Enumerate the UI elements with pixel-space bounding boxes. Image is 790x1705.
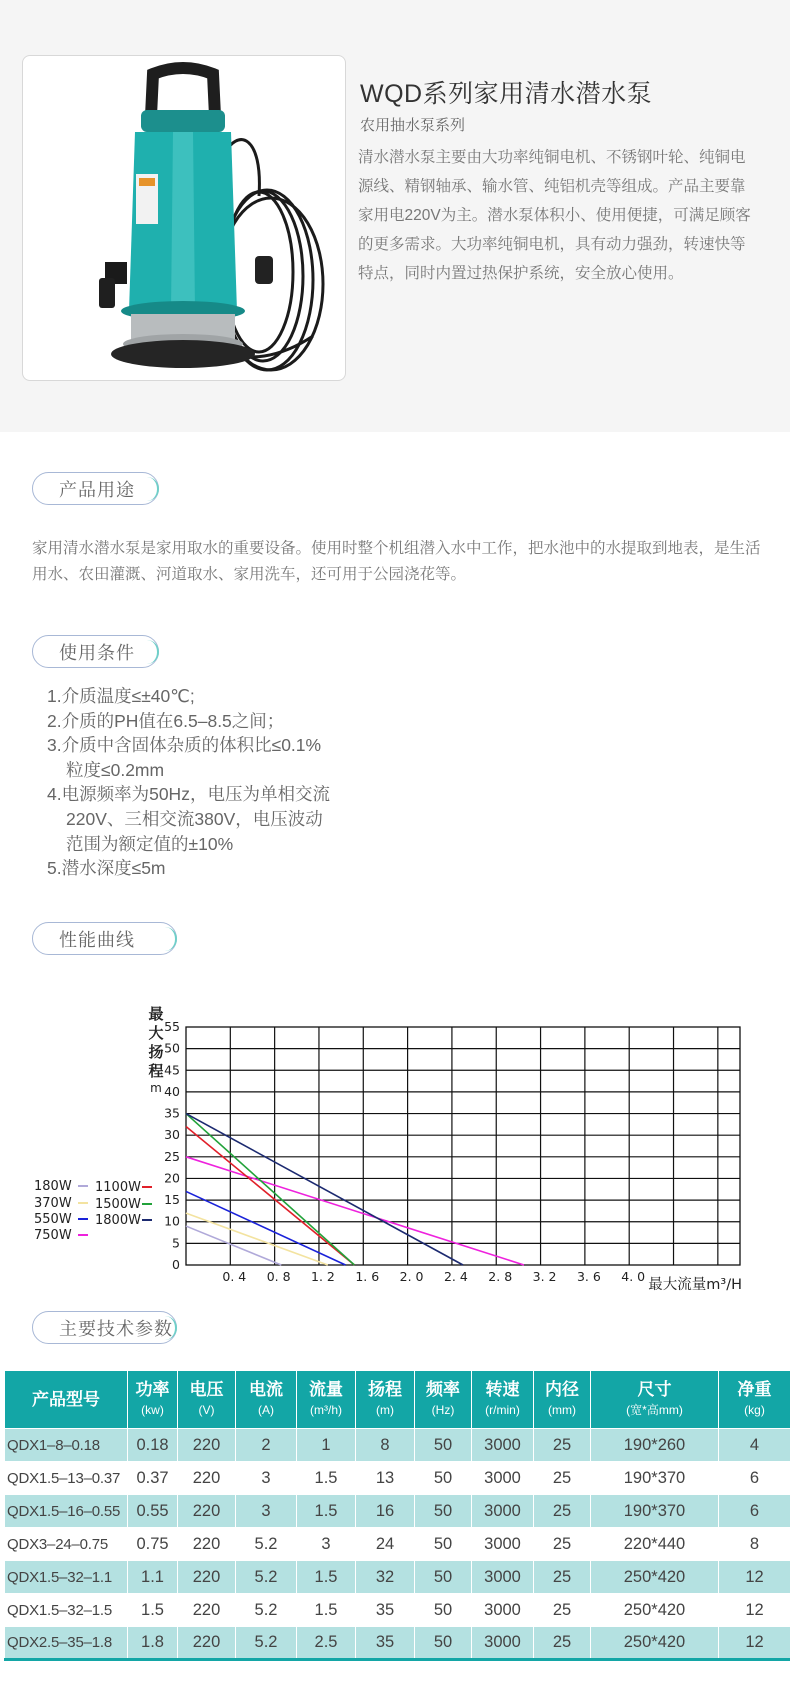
- table-cell: 220: [178, 1495, 236, 1528]
- table-cell: 3000: [472, 1627, 534, 1660]
- conditions-list: [47, 684, 330, 881]
- y-tick-label: 15: [164, 1192, 180, 1208]
- table-row: [5, 1462, 790, 1495]
- x-tick-label: 2. 8: [488, 1269, 513, 1284]
- table-row: [5, 1594, 790, 1627]
- y-axis-label-2: 大: [148, 1024, 164, 1042]
- x-tick-label: 1. 6: [355, 1269, 380, 1284]
- legend-label: 1500W: [95, 1197, 141, 1212]
- x-tick-label: 4. 0: [621, 1269, 646, 1284]
- table-cell: 25: [534, 1462, 591, 1495]
- table-cell: 3: [236, 1462, 297, 1495]
- table-header-cell: 尺寸 (宽*高mm): [591, 1371, 719, 1429]
- condition-item: 5.潜水深度≤5m: [47, 858, 166, 879]
- legend-label: 1100W: [95, 1180, 141, 1195]
- table-cell: 3: [236, 1495, 297, 1528]
- series-line-750W: [186, 1157, 524, 1265]
- y-tick-label: 50: [164, 1040, 180, 1056]
- table-cell: 1.5: [128, 1594, 178, 1627]
- x-tick-label: 1. 2: [311, 1269, 335, 1284]
- table-cell: 3000: [472, 1594, 534, 1627]
- series-line-550W: [186, 1191, 346, 1265]
- table-cell: 190*260: [591, 1429, 719, 1462]
- table-cell: 12: [719, 1594, 790, 1627]
- condition-item: 220V、三相交流380V，电压波动: [66, 808, 323, 829]
- x-tick-label: 0. 8: [266, 1269, 291, 1284]
- table-cell: 13: [356, 1462, 415, 1495]
- table-cell: 12: [719, 1561, 790, 1594]
- condition-item: 2.介质的PH值在6.5–8.5之间；: [47, 710, 285, 731]
- condition-item: 3.介质中含固体杂质的体积比≤0.1%: [47, 735, 322, 756]
- table-cell: 35: [356, 1627, 415, 1660]
- chart-series: [186, 1114, 524, 1265]
- table-header-cell: 流量 (m³/h): [297, 1371, 356, 1429]
- table-cell: 3000: [472, 1462, 534, 1495]
- table-cell: 50: [415, 1429, 472, 1462]
- table-cell: 3000: [472, 1561, 534, 1594]
- section-title-params: 主要技术参数: [32, 1311, 177, 1344]
- legend-label: 370W: [34, 1196, 72, 1211]
- table-cell: 250*420: [591, 1627, 719, 1660]
- y-tick-label: 5: [172, 1235, 180, 1251]
- section-title-conditions: 使用条件: [32, 635, 159, 668]
- y-tick-label: 20: [164, 1170, 180, 1186]
- table-cell: 25: [534, 1594, 591, 1627]
- table-cell: 220: [178, 1429, 236, 1462]
- table-cell: 12: [719, 1627, 790, 1660]
- table-cell: 6: [719, 1495, 790, 1528]
- model-cell: QDX1.5–32–1.5: [5, 1594, 128, 1627]
- chart-legend: [34, 1179, 152, 1243]
- table-cell: 6: [719, 1462, 790, 1495]
- table-header-cell: 电流 (A): [236, 1371, 297, 1429]
- product-description: 清水潜水泵主要由大功率纯铜电机、不锈钢叶轮、纯铜电源线、精钢轴承、输水管、纯铝机壳等组成。产品主要靠家用电220V为主。潜水泵体积小、使用便捷，可满足顾客的更多需求。大功率纯铜电机，具有动力强劲，转速快等特点，同时内置过热保护系统，安全放心使用。: [358, 149, 751, 282]
- x-tick-label: 0. 4: [222, 1269, 247, 1284]
- y-tick-label: 45: [164, 1062, 180, 1078]
- table-cell: 25: [534, 1627, 591, 1660]
- table-cell: 2: [236, 1429, 297, 1462]
- table-cell: 0.18: [128, 1429, 178, 1462]
- table-cell: 220: [178, 1594, 236, 1627]
- table-cell: 25: [534, 1528, 591, 1561]
- table-cell: 3000: [472, 1429, 534, 1462]
- table-cell: 1.5: [297, 1594, 356, 1627]
- product-photo: [22, 55, 346, 381]
- table-cell: 32: [356, 1561, 415, 1594]
- table-cell: 50: [415, 1627, 472, 1660]
- table-header-cell: 功率 (kw): [128, 1371, 178, 1429]
- table-header-cell: 扬程 (m): [356, 1371, 415, 1429]
- legend-label: 750W: [34, 1228, 72, 1243]
- table-cell: 1.5: [297, 1495, 356, 1528]
- model-cell: QDX2.5–35–1.8: [5, 1627, 128, 1660]
- table-row: [5, 1495, 790, 1528]
- model-cell: QDX1.5–32–1.1: [5, 1561, 128, 1594]
- table-cell: 190*370: [591, 1495, 719, 1528]
- y-axis-label-unit: m: [150, 1081, 162, 1095]
- table-header-row: [5, 1371, 790, 1429]
- table-cell: 25: [534, 1495, 591, 1528]
- x-tick-label: 3. 6: [576, 1269, 601, 1284]
- table-cell: 1: [297, 1429, 356, 1462]
- x-tick-label: 2. 4: [443, 1269, 468, 1284]
- table-cell: 3000: [472, 1528, 534, 1561]
- table-cell: 8: [356, 1429, 415, 1462]
- table-cell: 16: [356, 1495, 415, 1528]
- table-cell: 50: [415, 1561, 472, 1594]
- table-header-cell: 频率 (Hz): [415, 1371, 472, 1429]
- table-cell: 2.5: [297, 1627, 356, 1660]
- condition-item: 粒度≤0.2mm: [66, 759, 165, 780]
- table-row: [5, 1561, 790, 1594]
- table-cell: 50: [415, 1495, 472, 1528]
- table-cell: 3000: [472, 1495, 534, 1528]
- table-cell: 1.5: [297, 1561, 356, 1594]
- chart-y-ticks: [164, 1019, 180, 1272]
- model-cell: QDX3–24–0.75: [5, 1528, 128, 1561]
- table-header-cell: 转速 (r/min): [472, 1371, 534, 1429]
- table-cell: 0.55: [128, 1495, 178, 1528]
- table-cell: 190*370: [591, 1462, 719, 1495]
- y-tick-label: 30: [164, 1127, 180, 1143]
- table-row: [5, 1627, 790, 1660]
- y-tick-label: 25: [164, 1148, 180, 1164]
- condition-item: 范围为额定值的±10%: [66, 833, 234, 854]
- model-cell: QDX1.5–16–0.55: [5, 1495, 128, 1528]
- table-cell: 25: [534, 1561, 591, 1594]
- table-header-cell: 电压 (V): [178, 1371, 236, 1429]
- spec-table: [4, 1370, 790, 1661]
- table-cell: 5.2: [236, 1627, 297, 1660]
- table-cell: 5.2: [236, 1528, 297, 1561]
- legend-label: 550W: [34, 1212, 72, 1227]
- product-header: [0, 0, 790, 432]
- model-cell: QDX1.5–13–0.37: [5, 1462, 128, 1495]
- product-title: WQD系列家用清水潜水泵: [360, 80, 653, 108]
- table-cell: 50: [415, 1594, 472, 1627]
- table-cell: 8: [719, 1528, 790, 1561]
- model-cell: QDX1–8–0.18: [5, 1429, 128, 1462]
- condition-item: 4.电源频率为50Hz，电压为单相交流: [47, 784, 330, 805]
- series-line-370W: [186, 1213, 328, 1265]
- y-tick-label: 55: [164, 1019, 180, 1034]
- table-cell: 4: [719, 1429, 790, 1462]
- table-cell: 5.2: [236, 1561, 297, 1594]
- x-tick-label: 2. 0: [399, 1269, 424, 1284]
- table-cell: 25: [534, 1429, 591, 1462]
- section-title-curve: 性能曲线: [32, 922, 177, 955]
- table-cell: 1.8: [128, 1627, 178, 1660]
- pump-illustration: [23, 56, 346, 381]
- table-cell: 0.75: [128, 1528, 178, 1561]
- legend-label: 1800W: [95, 1213, 141, 1228]
- y-tick-label: 40: [164, 1083, 180, 1099]
- chart-x-ticks: [222, 1269, 645, 1284]
- y-axis-label-3: 扬: [148, 1043, 164, 1061]
- x-tick-label: 3. 2: [532, 1269, 557, 1284]
- table-cell: 1.1: [128, 1561, 178, 1594]
- table-row: [5, 1429, 790, 1462]
- y-axis-label-1: 最: [148, 1005, 164, 1023]
- table-cell: 35: [356, 1594, 415, 1627]
- table-cell: 220: [178, 1462, 236, 1495]
- table-row: [5, 1528, 790, 1561]
- y-axis-label-4: 程: [148, 1062, 164, 1080]
- section-title-usage: 产品用途: [32, 472, 159, 505]
- table-cell: 0.37: [128, 1462, 178, 1495]
- table-cell: 220: [178, 1561, 236, 1594]
- y-tick-label: 35: [164, 1105, 180, 1121]
- table-cell: 24: [356, 1528, 415, 1561]
- legend-label: 180W: [34, 1179, 72, 1194]
- usage-text: 家用清水潜水泵是家用取水的重要设备。使用时整个机组潜入水中工作，把水池中的水提取到地表，是生活用水、农田灌溉、河道取水、家用洗车，还可用于公园浇花等。: [32, 540, 761, 583]
- table-cell: 220: [178, 1627, 236, 1660]
- table-cell: 50: [415, 1462, 472, 1495]
- series-line-180W: [186, 1226, 281, 1265]
- condition-item: 1.介质温度≤±40℃;: [47, 686, 195, 706]
- series-line-1500W: [186, 1114, 354, 1265]
- table-cell: 3: [297, 1528, 356, 1561]
- product-subtitle: 农用抽水泵系列: [360, 117, 466, 134]
- performance-chart: [0, 1000, 790, 1310]
- table-cell: 250*420: [591, 1561, 719, 1594]
- table-cell: 220: [178, 1528, 236, 1561]
- table-cell: 50: [415, 1528, 472, 1561]
- table-header-cell: 净重 (kg): [719, 1371, 790, 1429]
- table-cell: 1.5: [297, 1462, 356, 1495]
- x-axis-label: 最大流量m³/H: [648, 1277, 742, 1293]
- table-header-cell: 内径 (mm): [534, 1371, 591, 1429]
- table-cell: 5.2: [236, 1594, 297, 1627]
- table-cell: 250*420: [591, 1594, 719, 1627]
- y-tick-label: 10: [164, 1213, 180, 1229]
- table-header-cell: 产品型号: [5, 1371, 128, 1429]
- y-tick-label: 0: [172, 1257, 180, 1272]
- table-cell: 220*440: [591, 1528, 719, 1561]
